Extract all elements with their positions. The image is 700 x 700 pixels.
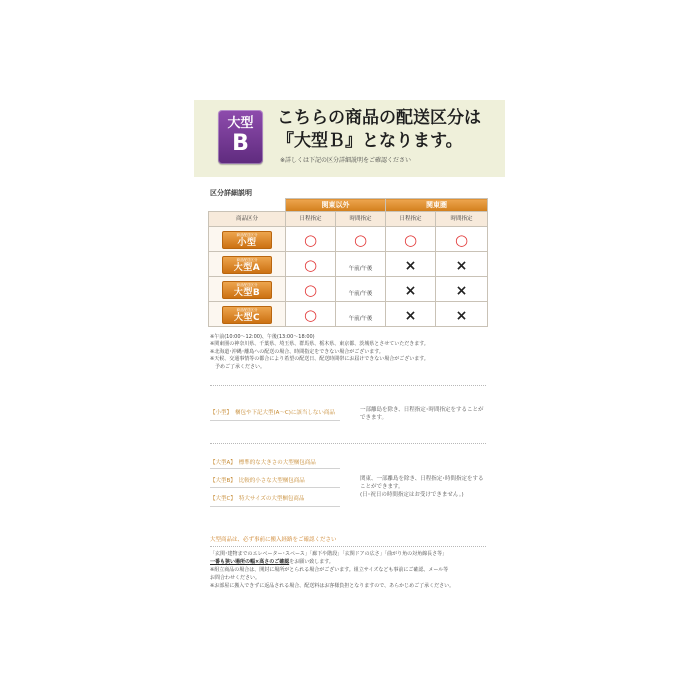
availability-mark: ×: [404, 282, 417, 299]
availability-mark: 午前/午後: [348, 290, 373, 297]
table-group-header-row: [209, 199, 488, 212]
availability-mark: ×: [404, 307, 417, 324]
caution-line: ※お部屋に搬入できずに返品される場合、配送料はお客様負担となりますので、あらかじめご了承ください。: [210, 583, 455, 589]
table-cell: [436, 302, 488, 327]
table-cell: [436, 227, 488, 252]
availability-mark: ○: [403, 230, 418, 249]
note-line: ※天候、交通事情等の都合により希望の配送日、配送時間帯にお届けできない場合がございます。: [210, 356, 429, 363]
column-header: 時間指定: [336, 212, 386, 227]
category-description: 梱包や下記大型(A〜C)に該当しない商品: [235, 410, 335, 416]
caution-notes: [210, 550, 454, 590]
delivery-table: [208, 198, 488, 327]
table-cell: [436, 252, 488, 277]
table-cell: [336, 277, 386, 302]
availability-mark: ○: [454, 230, 469, 249]
table-corner-blank: [209, 199, 286, 212]
category-label-badge: [222, 281, 272, 299]
category-badge-label: 小型: [237, 237, 257, 248]
table-title: 区分詳細説明: [210, 189, 252, 197]
column-header: 日程指定: [386, 212, 436, 227]
availability-mark: ×: [455, 307, 468, 324]
label-underline: [210, 420, 340, 421]
note-line: ※北海道･沖縄･離島への配送の場合、時間指定をできない場合がございます。: [210, 348, 384, 355]
note-line: ※午前(10:00〜12:00)、午後(13:00〜18:00): [210, 334, 315, 340]
caution-line: お問合わせください。: [210, 575, 261, 581]
column-header: 時間指定: [436, 212, 488, 227]
group-header-kanto: 関東圏: [386, 199, 488, 212]
availability-mark: ○: [303, 280, 318, 299]
availability-mark: ○: [353, 230, 368, 249]
table-cell: [286, 277, 336, 302]
info-line: (日･祝日の時間指定はお受けできません。): [360, 492, 464, 498]
note-line: 予めご了承ください。: [215, 363, 266, 370]
category-badge-label: 大型B: [233, 287, 261, 298]
table-cell: [386, 277, 436, 302]
availability-mark: 午前/午後: [348, 315, 373, 322]
category-tag: 【大型C】: [210, 496, 236, 502]
availability-mark: ×: [455, 282, 468, 299]
banner-note: ※詳しくは下記の区分詳細説明をご確認ください: [280, 157, 412, 164]
table-cell: [286, 227, 336, 252]
availability-mark: ×: [455, 257, 468, 274]
category-label-badge: [222, 231, 272, 249]
info-line: ことができます。: [360, 484, 404, 490]
dotted-divider: [210, 443, 486, 444]
table-cell: [336, 252, 386, 277]
category-badge-subtitle: 商品配送区分: [236, 257, 258, 262]
group-header-outside-kanto: 関東以外: [286, 199, 386, 212]
category-large-a-label: [210, 458, 316, 466]
category-cell: [209, 227, 286, 252]
availability-mark: ×: [404, 257, 417, 274]
caution-title: 大型商品は、必ず事前に搬入経路をご確認ください: [210, 537, 337, 543]
category-tag: 【大型A】: [210, 460, 236, 466]
category-tag: 【大型B】: [210, 478, 236, 484]
info-line: 関東、一部離島を除き、日程指定･時間指定をする: [360, 476, 484, 482]
category-description: 標準的な大きさの大型梱包商品: [238, 460, 316, 466]
category-tag: 【小型】: [210, 410, 233, 416]
info-line: できます。: [360, 415, 388, 421]
availability-mark: 午前/午後: [348, 265, 373, 272]
info-line: 一部離島を除き、日程指定･時間指定をすることが: [360, 407, 484, 413]
note-line: ※関東圏の神奈川県、千葉県、埼玉県、群馬県、栃木県、東京都、茨城県とさせていただきます。: [210, 341, 429, 348]
column-header: 日程指定: [286, 212, 336, 227]
category-description: 比較的小さな大型梱包商品: [238, 478, 305, 484]
table-row: [209, 277, 488, 302]
category-small-label: [210, 408, 335, 416]
table-cell: [436, 277, 488, 302]
availability-mark: ○: [303, 305, 318, 324]
table-row: [209, 227, 488, 252]
table-notes: [210, 334, 429, 371]
table-cell: [336, 227, 386, 252]
label-underline: [210, 506, 340, 507]
caution-emphasis: 一番も狭い場所の幅×高さのご確認: [210, 559, 290, 565]
caution-line: 「玄関･建物までのエレベーター･スペース」「廊下や階段」「玄関ドアの広さ」「曲がり角の対角線長さ等」: [210, 551, 448, 557]
category-description: 特大サイズの大型梱包商品: [238, 496, 305, 502]
category-cell: [209, 277, 286, 302]
category-badge-subtitle: 商品配送区分: [236, 232, 258, 237]
table-row: [209, 252, 488, 277]
category-badge-label: 大型A: [233, 262, 261, 273]
category-badge-label: 大型C: [233, 312, 261, 323]
dotted-divider: [210, 385, 486, 386]
category-cell: [209, 302, 286, 327]
table-cell: [336, 302, 386, 327]
table-cell: [386, 227, 436, 252]
availability-mark: ○: [303, 255, 318, 274]
category-small-info: [360, 406, 484, 422]
caution-line: [210, 558, 454, 566]
table-cell: [286, 252, 336, 277]
category-badge-bottom: B: [232, 131, 249, 156]
category-large-b-label: [210, 476, 305, 484]
category-badge-subtitle: 商品配送区分: [236, 282, 258, 287]
availability-mark: ○: [303, 230, 318, 249]
label-underline: [210, 468, 340, 469]
table-cell: [386, 302, 436, 327]
category-cell: [209, 252, 286, 277]
caution-text: をお願い致します。: [289, 559, 334, 565]
category-large-info: [360, 475, 484, 499]
table-column-header-row: [209, 212, 488, 227]
delivery-category-banner: [194, 100, 505, 177]
category-large-c-label: [210, 494, 304, 502]
category-label-badge: [222, 256, 272, 274]
headline-line-2: 『大型Ｂ』となります。: [277, 131, 463, 151]
category-badge: [218, 110, 263, 164]
table-cell: [286, 302, 336, 327]
headline-line-1: こちらの商品の配送区分は: [277, 108, 481, 128]
table-row: [209, 302, 488, 327]
table-cell: [386, 252, 436, 277]
category-badge-subtitle: 商品配送区分: [236, 307, 258, 312]
category-label-badge: [222, 306, 272, 324]
column-header: 商品区分: [209, 212, 286, 227]
category-badge-top: 大型: [227, 116, 254, 131]
dotted-divider: [210, 546, 486, 547]
label-underline: [210, 487, 340, 488]
caution-line: ※組立商品の場合は、開封に場所がとられる場合がございます。組立サイズなども事前にご確認、メール等: [210, 567, 449, 573]
